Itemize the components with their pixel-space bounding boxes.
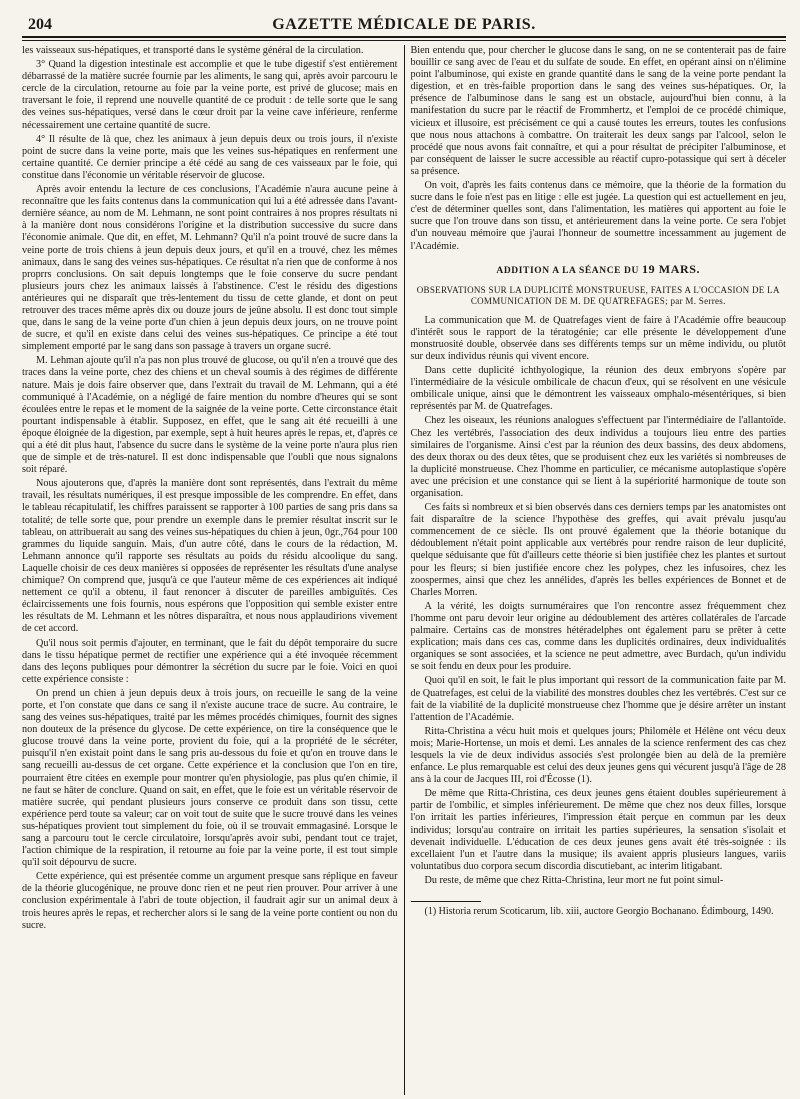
paragraph: 4° Il résulte de là que, chez les animaux à jeun depuis deux ou trois jours, il n'existe point de sucre dans la veine porte, mais que les veines sus-hépatiques en renferment une certaine quantité. Ce dernier principe a été cédé au sang de ces vaisseaux par le foie, qui constitue dans l'économie un véritable réservoir de glucose. xyxy=(22,133,398,181)
paragraph: On prend un chien à jeun depuis deux à trois jours, on recueille le sang de la veine porte, et l'on constate que dans ce sang il n'existe aucune trace de sucre. Au contraire, le sang des veines sus-hépatiques, traité par les mêmes procédés chimiques, fournit des signes non douteux de la présence du glycose. De cette expérience, on tire la conséquence que le glucose trouvé dans la veine porte, provient du foie, qui a la propriété de le sécréter, puisqu'il n'en existait point dans le sang pris au-dessous du foie et qu'on en trouve dans le sang recueilli au-dessus de cet organe. Cette expérience et la conclusion que l'on en tire, pourraient être citées en exemple pour montrer qu'en physiologie, pas plus qu'en chimie, il ne faut se hâter de conclure. Quand on sait, en effet, que le foie est un véritable réservoir de matière sucrée, qui pendant plusieurs jours conserve ce produit dans son tissu, cette expérience perd toute sa valeur; car on voit tout de suite que le sucre trouvé dans les veines sus-hépatiques provient tout simplement du foie, où il se trouvait emmagasiné. Lorsque le sang a parcouru tout le cercle circulatoire, lorsqu'après avoir subi, pendant tout ce trajet, l'action chimique de la respiration, il retourne au foie par la veine porte, il est tout simple qu'il soit dépourvu de sucre. xyxy=(22,687,398,869)
footnote-rule xyxy=(411,901,481,902)
addition-prefix: ADDITION A LA SÉANCE DU xyxy=(496,265,639,276)
right-column-article-text xyxy=(411,315,787,887)
paragraph: M. Lehman ajoute qu'il n'a pas non plus trouvé de glucose, ou qu'il n'en a trouvé que des traces dans la veine porte, chez des chiens et un cheval soumis à des régimes de différente nature. Mais je dois faire observer que, dans l'extrait du travail de M. Lehmann, qui a été communiqué à l'Académie, on a négligé de faire mention du nombre d'heures qui se sont écoulées entre le repas et le moment de la saignée de la veine porte. Cette circonstance était pourtant indispensable à établir. Supposez, en effet, que le sang ait été recueilli à une époque éloignée de la digestion, par exemple, sept à huit heures après le repas, et, d'après ce qui a été dit plus haut, l'absence du sucre dans le système de la veine porte n'aura plus rien que de simple et de très-naturel. Il est donc indispensable que l'oubli que nous signalons soit réparé. xyxy=(22,355,398,476)
paragraph: 3° Quand la digestion intestinale est accomplie et que le tube digestif s'est entièrement débarrassé de la matière sucrée fournie par les aliments, le sang qui, après avoir parcouru le cercle de la circulation, retourne au foie par la veine porte, est privé de glucose; mais en traversant le foie, il reprend une nouvelle quantité de ce produit : de telle sorte que le sang des veines sus-hépatiques, versé dans le cœur droit par la veine cave inférieure, renferme nécessairement une certaine quantité de sucre. xyxy=(22,59,398,131)
paragraph: Nous ajouterons que, d'après la manière dont sont représentés, dans l'extrait du même travail, les résultats numériques, il est presque impossible de les comprendre. En effet, dans le tableau récapitulatif, les chiffres paraissent se rapporter à 100 parties de sang pris dans sa totalité; de telle sorte que, pour prendre un exemple dans le premier résultat inscrit sur le tableau, on attribuerait au sang des veines sus-hépatiques du chien à jeun, 0gr.,764 pour 100 grammes du liquide sanguin. Mais, d'un autre côté, dans le cours de la rédaction, M. Lehmann annonce qu'il rapporte ses résultats au poids du résidu alcoolique du sang. Laquelle choisir de ces deux manières si opposées de représenter les résultats d'une analyse chimique? On comprend que, jusqu'à ce que l'auteur même de ces expériences ait indiqué nettement ce qu'il a obtenu, il faut renoncer à discuter de pareilles ambiguïtés. Ces éclaircissements une fois fournis, nous espérons que l'opposition qui semble exister entre les résultats de M. Lehmann et les nôtres disparaîtra, et nous nous applaudirions vivement de cet accord. xyxy=(22,478,398,635)
paragraph: On voit, d'après les faits contenus dans ce mémoire, que la théorie de la formation du sucre dans le foie n'est pas en litige : elle est jugée. La question qui est actuellement en jeu, c'est de déterminer quelles sont, dans l'alimentation, les matières qui apportent au foie le sucre que l'on trouve dans son tissu, et antérieurement dans la veine porte. Ce sera l'objet d'un nouveau mémoire que j'aurai l'honneur de soumettre incessamment au jugement de l'Académie. xyxy=(410,180,786,252)
paragraph: Bien entendu que, pour chercher le glucose dans le sang, on ne se contenterait pas de faire bouillir ce sang avec de l'eau et du sulfate de soude. En effet, en opérant ainsi on n'élimine point l'albuminose, qui existe en grande quantité dans le sang de la veine porte pendant la digestion, et en très-faible proportion dans le sang des veines sus-hépatiques. Or, la présence de l'albuminose dans le sang est un obstacle, aujourd'hui bien connu, à la manifestation du sucre par le réactif de Frommhertz, et l'emploi de ce procédé chimique, vicieux et illusoire, est précisément ce qui a causé toutes les erreurs, toutes les confusions que nous nous attachons à combattre. On traiterait les deux sangs par l'alcool, selon le procédé que nous avons fait connaître, et qui a pour résultat de précipiter l'albuminose, et par conséquent de laisser le sucre accessible au réactif cupro-potassique qui sert à déceler sa présence. xyxy=(410,45,786,177)
text-columns xyxy=(22,45,786,1095)
addition-date: 19 MARS. xyxy=(641,261,701,276)
paragraph: Dans cette duplicité ichthyologique, la réunion des deux embryons s'opère par l'intermédiaire de la vésicule ombilicale de chacun d'eux, qui se résolvent en une vésicule ombilicale unique, ainsi que le démontrent les vaisseaux omphalo-mésentériques, si bien représentés par M. de Quatrefages. xyxy=(410,365,786,413)
paragraph: Après avoir entendu la lecture de ces conclusions, l'Académie n'aura aucune peine à reconnaître que les faits contenus dans la communication qui lui a été adressée dans l'avant-dernière séance, au nom de M. Lehmann, ne sont point contraires à nos propres résultats ni à la manière dont nous considérons l'origine et la distribution successive du sucre dans l'économie animale. Que dit, en effet, M. Lehmann? Qu'il n'a point trouvé de sucre dans la veine porte de trois chiens à jeun depuis deux jours, et qu'il en a trouvé, chez les mêmes animaux, dans le sang des veines sus-hépatiques. Ce résultat n'a rien que de conforme à nos proprrs conclusions. On sait depuis longtemps que le foie conserve du sucre pendant plusieurs jours chez les animaux laissés à l'abstinence. C'est le résidu des digestions antérieures qui ne disparaît que très-lentement du tissu de cette glande, et dont on peut retrouver des traces même après dix ou douze jours de jeûne absolu. Il est donc tout simple que, dans le sang de la veine porte d'un chien à jeun depuis deux jours, on ne trouve point de sucre, et qu'il en existe dans celui des veines sus-hépatiques. Ce principe a été tout simplement emporté par le sang dans son passage à travers un organe sucré. xyxy=(22,184,398,353)
page-number: 204 xyxy=(28,16,52,33)
right-column-top-text xyxy=(411,45,787,253)
paragraph: Cette expérience, qui est présentée comme un argument presque sans réplique en faveur de la théorie glucogénique, ne prouve donc rien et ne peut rien prouver. Pour arriver à une conclusion expérimentale à l'abri de toute objection, il faudrait agir sur un animal deux à trois heures après le repas, et rechercher alors si le sang de la veine porte contient ou non du sucre. xyxy=(22,871,398,931)
paragraph: Qu'il nous soit permis d'ajouter, en terminant, que le fait du dépôt temporaire du sucre dans le tissu hépatique permet de rectifier une expérience qui a été invoquée récemment dans des leçons publiques pour démontrer la sécrétion du sucre par le foie. Voici en quoi cette expérience consiste : xyxy=(22,637,398,685)
paragraph: La communication que M. de Quatrefages vient de faire à l'Académie offre beaucoup d'intérêt sous le rapport de la tératogénie; car elle présente le développement d'une monstruosité double, observée dans ses différents temps sur un même individu, ou plutôt sur deux individus réunis qui vivent encore. xyxy=(410,314,786,362)
paragraph: Ritta-Christina a vécu huit mois et quelques jours; Philomèle et Hélène ont vécu deux mois; Marie-Hortense, un mois et demi. Les annales de la science renferment des cas chez lesquels la vie de deux individus associés s'est prolongée bien au delà de la première enfance. Le plus remarquable est celui des deux jeunes gens qui vécurent jusqu'à l'âge de 28 ans à la cour de Jacques III, roi d'Écosse (1). xyxy=(410,725,786,786)
paragraph: Quoi qu'il en soit, le fait le plus important qui ressort de la communication faite par M. de Quatrefages, est celui de la viabilité des monstres doubles chez les vertébrés. C'est sur ce fait de la viabilité de la duplicité monstrueuse chez l'homme que je désire arrêter un instant l'attention de l'Académie. xyxy=(410,675,786,723)
observation-title: OBSERVATIONS SUR LA DUPLICITÉ MONSTRUEUSE, FAITES A L'OCCASION DE LA COMMUNICATION DE M. DE QUATREFAGES; par M. Serres. xyxy=(416,284,780,306)
paragraph: Ces faits si nombreux et si bien observés dans ces derniers temps par les anatomistes ont fait disparaître de la science l'hypothèse des greffes, qui avait prévalu jusqu'au commencement de ce siècle. Ils ont prouvé également que la théorie botanique du dédoublement n'était point applicable aux vertébrés pour rendre raison de leur duplicité, quelque séduisante que fût d'ailleurs cette théorie si bien justifiée chez les plantes et surtout pour les fleurs; si bien justifiée encore chez les polypes, chez les infusoires, chez les zoospermes, ainsi que chez les annélides, d'après les belles expériences de Bonnet et de Charles Morren. xyxy=(410,502,786,598)
page-header xyxy=(22,10,786,34)
header-rule xyxy=(22,36,786,41)
left-column xyxy=(22,45,404,1095)
addition-heading xyxy=(411,263,787,277)
journal-title: GAZETTE MÉDICALE DE PARIS. xyxy=(272,16,536,33)
right-column xyxy=(404,45,787,1095)
paragraph: Du reste, de même que chez Ritta-Christina, leur mort ne fut point simul- xyxy=(424,874,724,886)
paragraph: A la vérité, les doigts surnuméraires que l'on rencontre assez fréquemment chez l'homme ont paru devoir leur origine au dédoublement des artères collatérales de l'arcade palmaire. Certains cas de monstres hétéradelphes ont également paru se prêter à cette explication; mais dans ces cas, comme dans les duplicités ordinaires, deux individualités organiques se sont associées, et la science ne peut admettre, avec Burdach, qu'un individu se soit fendu en deux pour les produire. xyxy=(410,600,786,673)
footnote: (1) Historia rerum Scoticarum, lib. xiii, auctore Georgio Bochanano. Édimbourg, 1490. xyxy=(424,906,774,917)
paragraph: De même que Ritta-Christina, ces deux jeunes gens étaient doubles supérieurement à partir de l'ombilic, et simples inférieurement. De même que chez nos deux filles, lorsque l'on irritait les parties inférieures, l'impression était perçue en commun par les deux individus; lorsqu'au contraire on irritait les parties supérieures, la sensation s'isolait et devenait individuelle. L'éducation de ces deux jeunes gens avait été très-soignée : ils excellaient l'un et l'autre dans la musique; ils avaient appris plusieurs langues, variis voluntatibus duo corpora secum discordia discutiebant, ac interim litigabant. xyxy=(410,788,786,872)
paragraph: Chez les oiseaux, les réunions analogues s'effectuent par l'intermédiaire de l'allantoïde. Chez les vertébrés, l'association des deux individus a toujours lieu entre des parties similaires de l'organisme. Ainsi c'est par la réunion des deux bassins, des deux abdomens, des deux thorax ou des deux têtes, que se produisent chez eux les variétés si nombreuses de la duplicité monstrueuse. Chez l'homme en particulier, ce mécanisme autoplastique s'opère avec une précision et une constance qui se lient à la supériorité harmonique de toute son organisation. xyxy=(410,415,786,499)
paragraph: les vaisseaux sus-hépatiques, et transporté dans le système général de la circulation. xyxy=(22,45,364,56)
